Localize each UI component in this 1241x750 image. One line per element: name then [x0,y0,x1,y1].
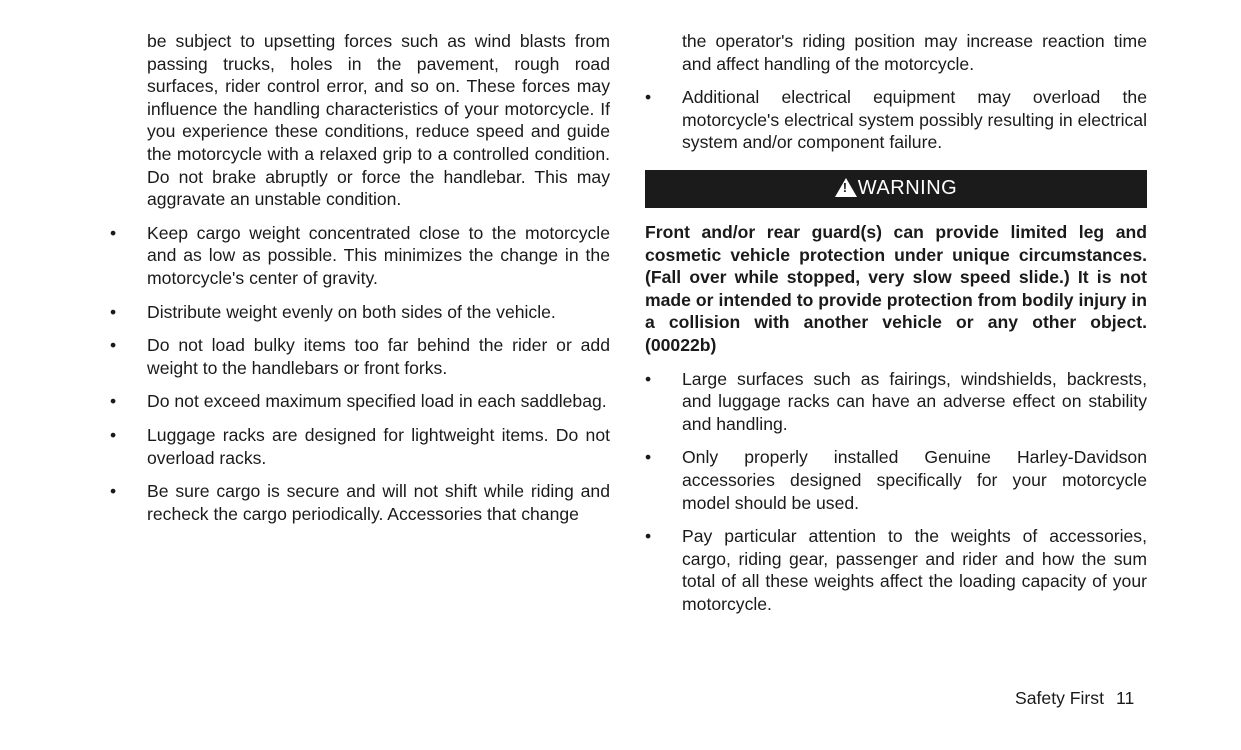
list-item [645,446,1147,514]
bullet-icon: • [645,447,652,468]
right-continuation-paragraph: the operator's riding position may increase reaction time and affect handling of the motorcycle. [682,31,1147,74]
list-item [110,334,610,379]
list-item-text: Keep cargo weight concentrated close to the motorcycle and as low as possible. This minimizes the change in the motorcycle's center of gravity. [147,222,610,288]
warning-label: WARNING [857,177,958,200]
bullet-icon: • [110,424,117,445]
bullet-icon: • [110,222,117,243]
bullet-icon: • [645,526,652,547]
list-item-text: Be sure cargo is secure and will not shift while riding and recheck the cargo periodically. Accessories that change [147,481,610,524]
list-item [110,222,610,290]
bullet-icon: • [110,481,117,502]
list-item-text: Luggage racks are designed for lightweight items. Do not overload racks. [147,424,610,468]
page-footer [1015,688,1134,709]
bullet-icon: • [645,368,652,389]
list-item [110,390,610,413]
footer-section-title: Safety First [1015,688,1104,708]
list-item-text: Pay particular attention to the weights of accessories, cargo, riding gear, passenger and rider and how the sum total of all these weights affect the loading capacity of your motorcycle. [682,526,1147,614]
bullet-icon: • [110,301,117,322]
list-item [645,86,1147,154]
list-item-text: Do not load bulky items too far behind the rider or add weight to the handlebars or front forks. [147,335,610,378]
bullet-icon: • [645,87,652,108]
warning-text: Front and/or rear guard(s) can provide limited leg and cosmetic vehicle protection under unique circumstances. (Fall over while stopped, very slow speed slide.) It is not made or intended to provide protection from bodily injury in a collision with another vehicle or any other object. (00022b) [645,221,1147,355]
list-item-text: Do not exceed maximum specified load in each saddlebag. [147,391,607,412]
bullet-icon: • [110,335,117,356]
list-item-text: Large surfaces such as fairings, windshields, backrests, and luggage racks can have an adverse effect on stability and handling. [682,368,1147,434]
left-column [110,30,610,525]
left-continuation-paragraph: be subject to upsetting forces such as wind blasts from passing trucks, holes in the pavement, rough road surfaces, rider control error, and so on. These forces may influence the handling characteristics of your motorcycle. If you experience these conditions, reduce speed and guide the motorcycle with a relaxed grip to a controlled condition. Do not brake abruptly or force the handlebar. This may aggravate an unstable condition. [147,31,610,210]
right-column [645,30,1147,615]
list-item-text: Additional electrical equipment may overload the motorcycle's electrical system possibly resulting in electrical system and/or component failure. [682,87,1147,153]
list-item [645,525,1147,615]
warning-triangle-icon [835,178,857,197]
list-item [110,480,610,525]
warning-banner [645,170,1147,208]
list-item [645,368,1147,436]
list-item [110,301,610,324]
page-number: 11 [1115,688,1135,708]
list-item-text: Only properly installed Genuine Harley-Davidson accessories designed specifically for your motorcycle model should be used. [682,447,1147,513]
list-item-text: Distribute weight evenly on both sides of the vehicle. [147,301,556,322]
list-item [110,424,610,469]
bullet-icon: • [110,391,117,412]
